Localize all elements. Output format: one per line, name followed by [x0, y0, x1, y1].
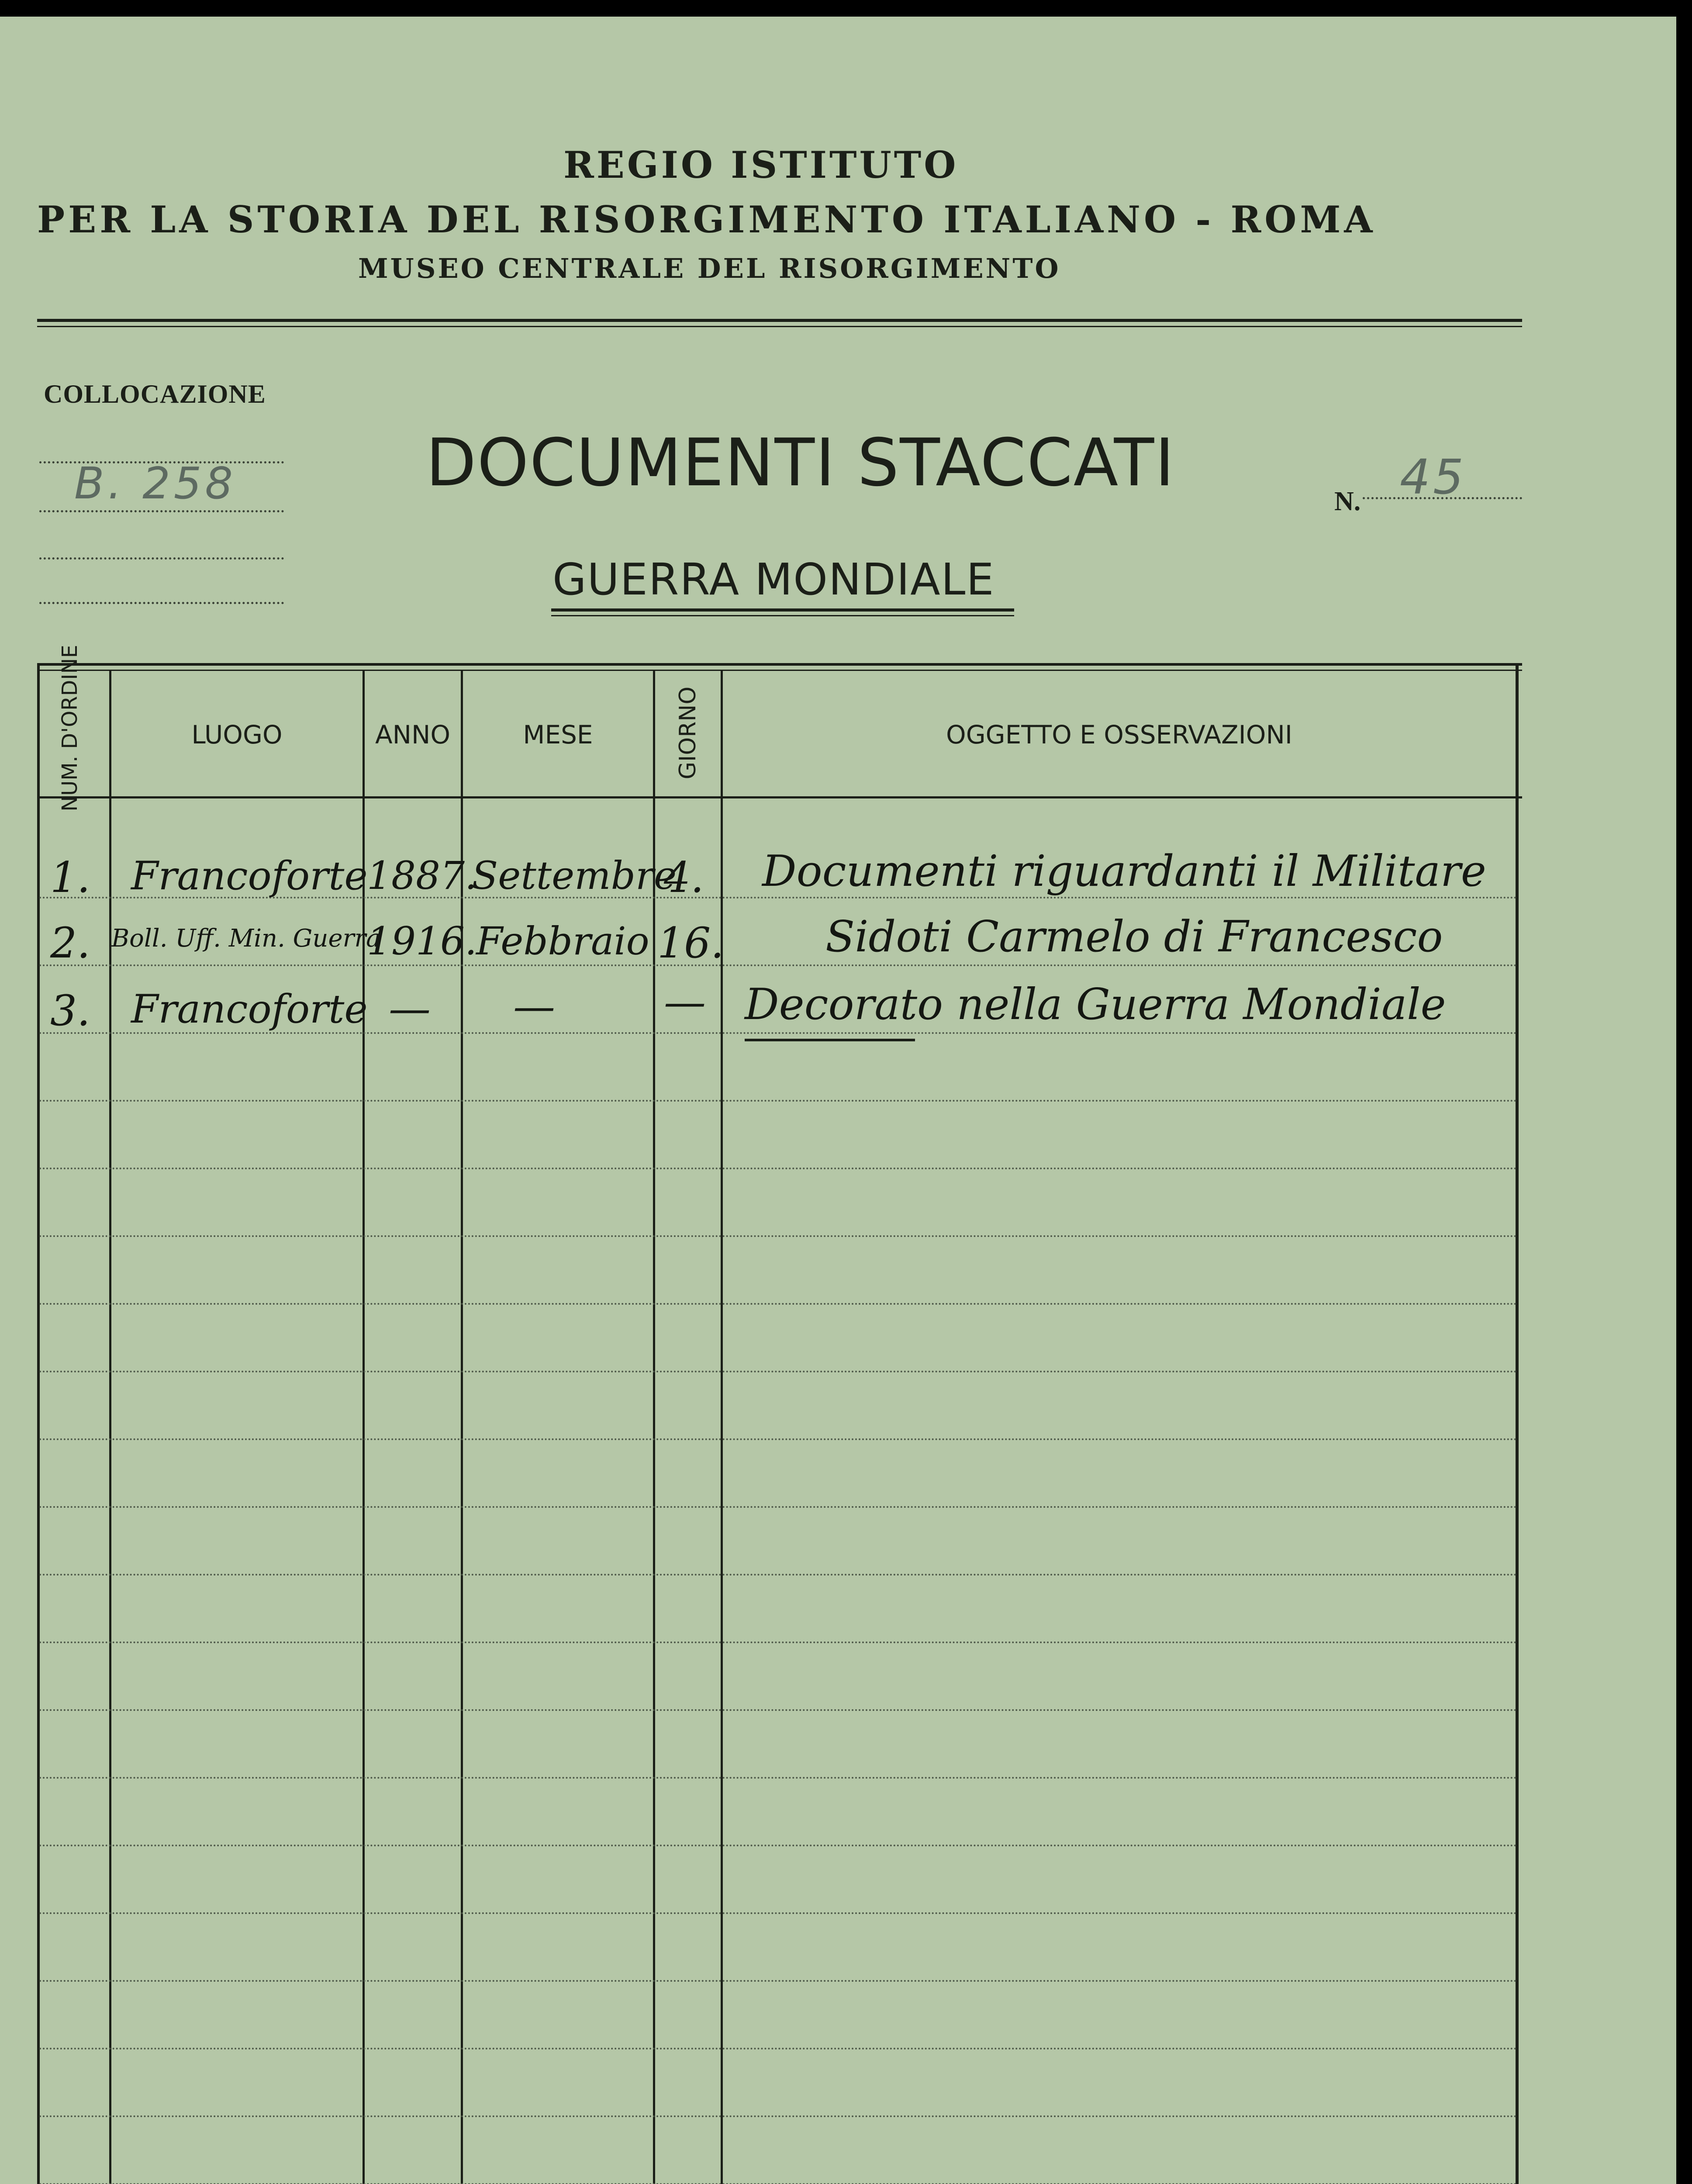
- header-rule: [37, 319, 1522, 322]
- ruled-line: [39, 1032, 1518, 1034]
- row-3-luogo: Francoforte: [131, 986, 368, 1032]
- row-2-luogo: Boll. Uff. Min. Guerra: [111, 924, 381, 953]
- document-title: DOCUMENTI STACCATI: [426, 425, 1175, 501]
- ruled-line: [39, 1506, 1518, 1508]
- row-2-num: 2.: [50, 919, 90, 968]
- row-3-underline: [745, 1039, 915, 1041]
- row-1-anno: 1887.: [367, 853, 477, 898]
- table-left-border: [37, 663, 40, 2184]
- ruled-line: [39, 1235, 1518, 1237]
- ruled-line: [39, 1168, 1518, 1169]
- row-2-anno: 1916.: [367, 919, 477, 964]
- column-header-anno: ANNO: [375, 720, 451, 750]
- row-1-giorno: 4.: [664, 853, 704, 902]
- row-3-num: 3.: [50, 986, 90, 1035]
- collocazione-line-3: [39, 557, 284, 560]
- row-1-mese: Settembre: [472, 853, 677, 898]
- row-2-mese: Febbraio: [476, 919, 649, 964]
- row-2-giorno: 16.: [657, 919, 724, 968]
- ruled-line: [39, 964, 1518, 966]
- ruled-line: [39, 1100, 1518, 1102]
- ruled-line: [39, 1845, 1518, 1846]
- ruled-line: [39, 1641, 1518, 1643]
- ruled-line: [39, 1777, 1518, 1779]
- collocazione-line-4: [39, 602, 284, 604]
- collocazione-label: COLLOCAZIONE: [44, 380, 266, 408]
- subtitle-underline: [551, 608, 1014, 612]
- row-3-oggetto: Decorato nella Guerra Mondiale: [745, 980, 1446, 1030]
- institute-subtitle: PER LA STORIA DEL RISORGIMENTO ITALIANO - ROMA: [37, 198, 1376, 241]
- ruled-line: [39, 2115, 1518, 2117]
- row-2-oggetto: Sidoti Carmelo di Francesco: [825, 912, 1443, 962]
- row-1-luogo: Francoforte: [131, 853, 368, 899]
- ruled-line: [39, 1303, 1518, 1305]
- institute-name: REGIO ISTITUTO: [563, 143, 959, 187]
- table-top-border: [37, 663, 1522, 666]
- row-1-num: 1.: [50, 853, 90, 902]
- column-header-oggetto: OGGETTO E OSSERVAZIONI: [946, 720, 1292, 750]
- number-value: 45: [1400, 449, 1466, 505]
- ruled-line: [39, 1912, 1518, 1914]
- column-header-luogo: LUOGO: [191, 720, 283, 750]
- ruled-line: [39, 1574, 1518, 1576]
- table-top-border-thin: [37, 670, 1522, 671]
- ruled-line: [39, 2048, 1518, 2049]
- collocazione-value: B. 258: [74, 458, 237, 509]
- column-header-mese: MESE: [523, 720, 593, 750]
- row-3-mese: —: [513, 982, 555, 1031]
- ruled-line: [39, 1371, 1518, 1372]
- ruled-line: [39, 1980, 1518, 1982]
- ruled-line: [39, 1438, 1518, 1440]
- subtitle-underline-thin: [551, 615, 1014, 616]
- document-sheet: [0, 17, 1676, 2184]
- header-rule-thin: [37, 326, 1522, 327]
- document-subtitle: GUERRA MONDIALE: [552, 554, 995, 605]
- collocazione-line-2: [39, 510, 284, 512]
- scan-edge: [1676, 0, 1692, 2184]
- row-3-giorno: —: [664, 978, 706, 1026]
- museum-name: MUSEO CENTRALE DEL RISORGIMENTO: [358, 252, 1061, 284]
- column-header-giorno: GIORNO: [675, 686, 701, 780]
- table-header-border: [37, 796, 1522, 798]
- table-right-border: [1516, 663, 1519, 2184]
- ruled-line: [39, 1709, 1518, 1711]
- number-label: N.: [1334, 487, 1361, 516]
- row-3-anno: —: [389, 984, 431, 1033]
- row-1-oggetto: Documenti riguardanti il Militare: [762, 847, 1486, 896]
- column-header-num: NUM. D'ORDINE: [58, 645, 82, 812]
